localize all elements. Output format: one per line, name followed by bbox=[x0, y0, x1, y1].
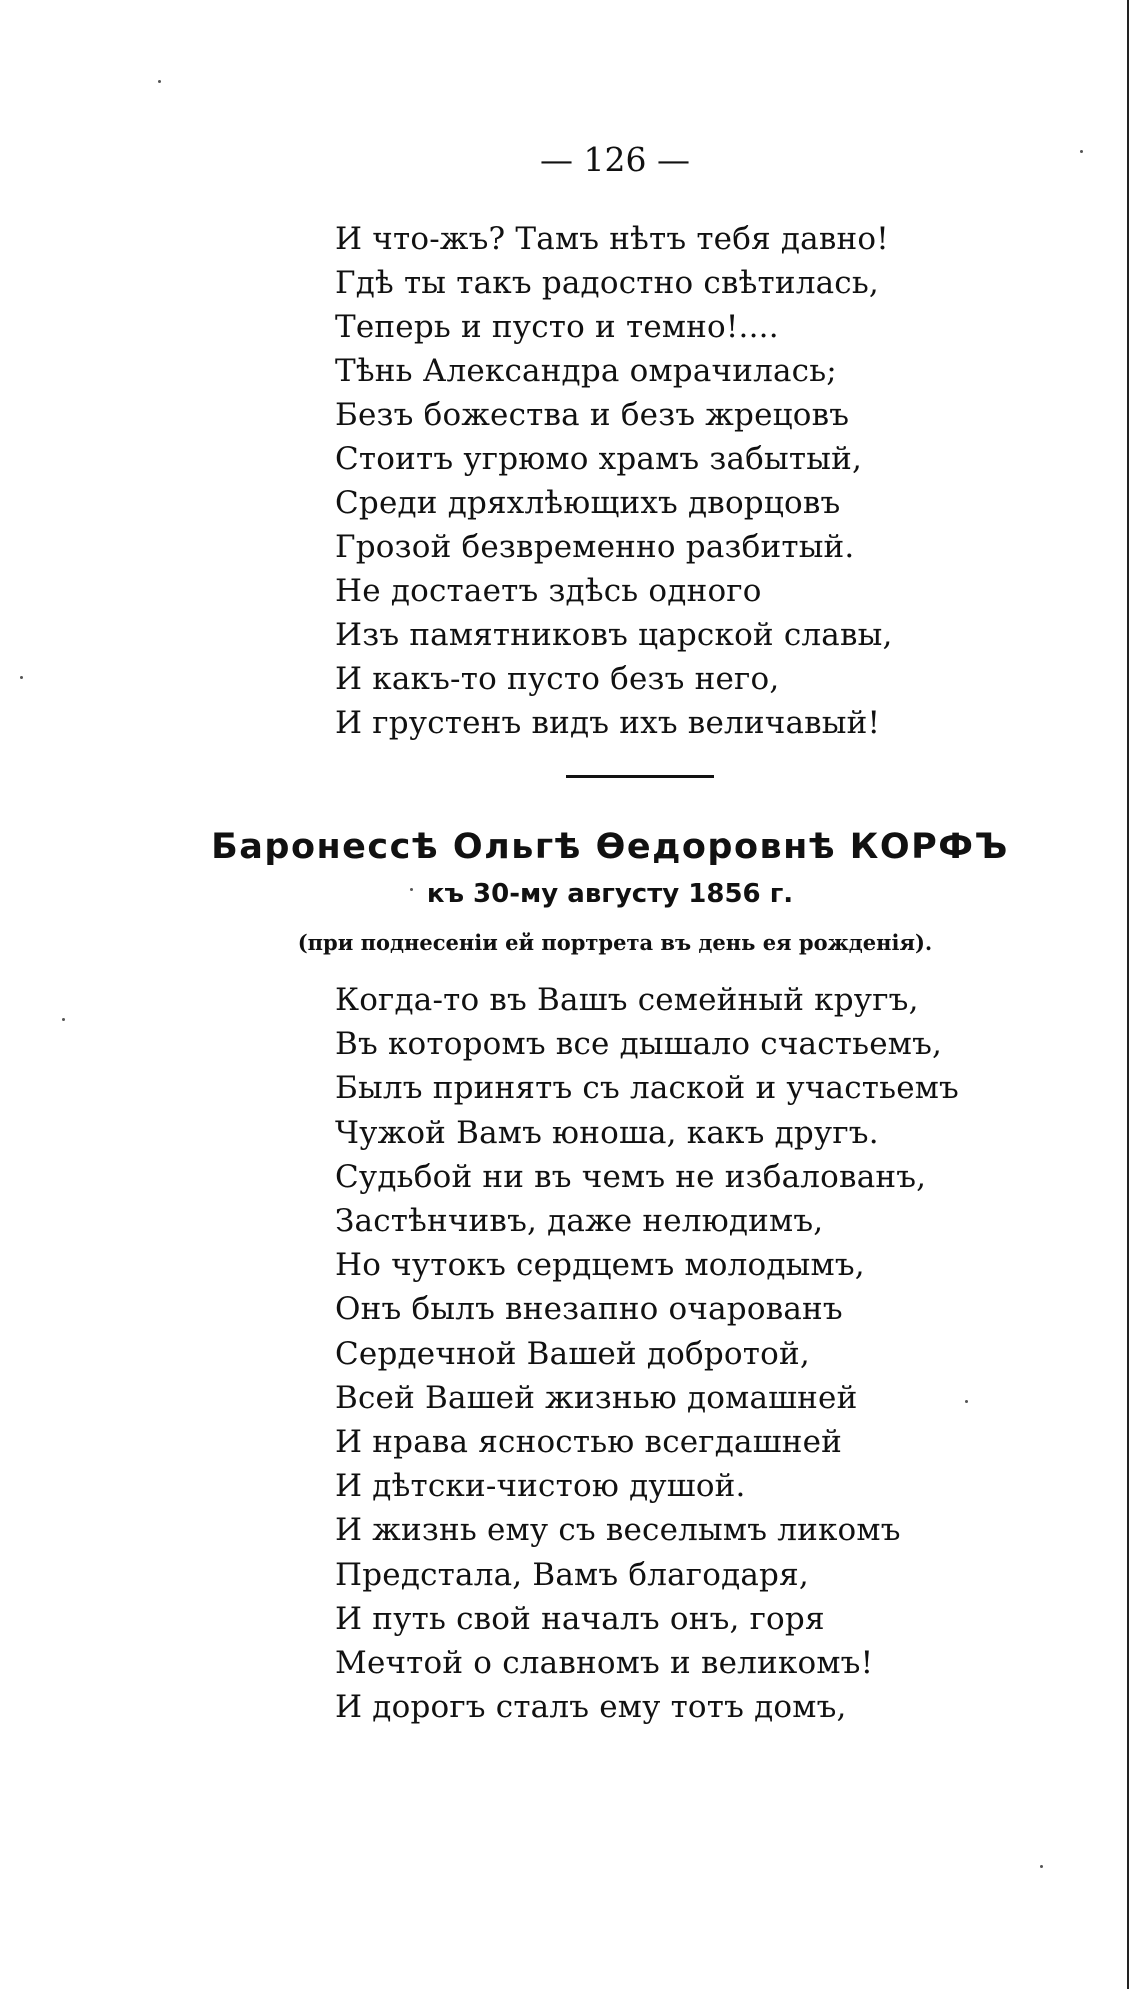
poem-title bbox=[0, 825, 1140, 869]
poem-line: И какъ-то пусто безъ него, bbox=[335, 661, 780, 697]
poem-line: Всей Вашей жизнью домашней bbox=[335, 1379, 858, 1416]
poem-line: И дѣтски-чистою душой. bbox=[335, 1468, 746, 1505]
dedication-note-text: (при поднесеніи ей портрета въ день ея рожденія). bbox=[297, 930, 933, 955]
dedication-note bbox=[0, 928, 1140, 958]
poem-title-text: Баронессѣ Ольгѣ Ѳедоровнѣ КОРФЪ bbox=[211, 827, 1009, 867]
poem-line: Застѣнчивъ, даже нелюдимъ, bbox=[335, 1203, 824, 1240]
poem-line: И дорогъ сталъ ему тотъ домъ, bbox=[335, 1689, 847, 1726]
scan-speck bbox=[410, 888, 413, 891]
poem-line: Гдѣ ты такъ радостно свѣтилась, bbox=[335, 265, 879, 301]
poem-line: Былъ принятъ съ лаской и участьемъ bbox=[335, 1070, 959, 1107]
poem-subtitle bbox=[0, 876, 1140, 912]
scan-speck bbox=[62, 1018, 65, 1021]
poem-line: Мечтой о славномъ и великомъ! bbox=[335, 1645, 874, 1682]
poem-line: Но чутокъ сердцемъ молодымъ, bbox=[335, 1247, 865, 1284]
poem-line: И жизнь ему съ веселымъ ликомъ bbox=[335, 1512, 901, 1549]
poem-line: Грозой безвременно разбитый. bbox=[335, 529, 855, 565]
poem-line: И путь свой началъ онъ, горя bbox=[335, 1600, 825, 1637]
poem-line: Чужой Вамъ юноша, какъ другъ. bbox=[335, 1114, 879, 1151]
poem-line: Въ которомъ все дышало счастьемъ, bbox=[335, 1026, 943, 1063]
page-edge-line bbox=[1127, 0, 1129, 1989]
poem-line: Не достаетъ здѣсь одного bbox=[335, 573, 762, 609]
poem-line: И грустенъ видъ ихъ величавый! bbox=[335, 705, 881, 741]
poem-line: Предстала, Вамъ благодаря, bbox=[335, 1556, 809, 1593]
poem-line: Безъ божества и безъ жрецовъ bbox=[335, 397, 850, 433]
poem-line: Среди дряхлѣющихъ дворцовъ bbox=[335, 485, 841, 521]
poem-line: Тѣнь Александра омрачилась; bbox=[335, 353, 837, 389]
poem-line: Изъ памятниковъ царской славы, bbox=[335, 617, 893, 653]
poem-line: Когда-то въ Вашъ семейный кругъ, bbox=[335, 982, 919, 1018]
page-number-text: — 126 — bbox=[540, 140, 690, 179]
poem-line: И что-жъ? Тамъ нѣтъ тебя давно! bbox=[335, 221, 889, 257]
poem-line: Судьбой ни въ чемъ не избалованъ, bbox=[335, 1158, 927, 1195]
poem-line: Онъ былъ внезапно очарованъ bbox=[335, 1291, 843, 1328]
poem-line: Сердечной Вашей добротой, bbox=[335, 1335, 810, 1372]
scan-speck bbox=[20, 676, 23, 679]
poem-line: Теперь и пусто и темно!.... bbox=[335, 309, 779, 345]
scan-speck bbox=[1080, 150, 1083, 153]
poem-continued bbox=[335, 217, 893, 745]
section-separator bbox=[566, 775, 714, 778]
page-number bbox=[0, 140, 1140, 180]
poem-line: И нрава ясностью всегдашней bbox=[335, 1424, 843, 1461]
poem-line: Стоитъ угрюмо храмъ забытый, bbox=[335, 441, 863, 477]
poem-new bbox=[335, 978, 959, 1729]
poem-subtitle-text: къ 30-му августу 1856 г. bbox=[426, 879, 794, 909]
scan-speck bbox=[158, 80, 161, 83]
scan-speck bbox=[965, 1400, 968, 1403]
scan-speck bbox=[1040, 1865, 1043, 1868]
